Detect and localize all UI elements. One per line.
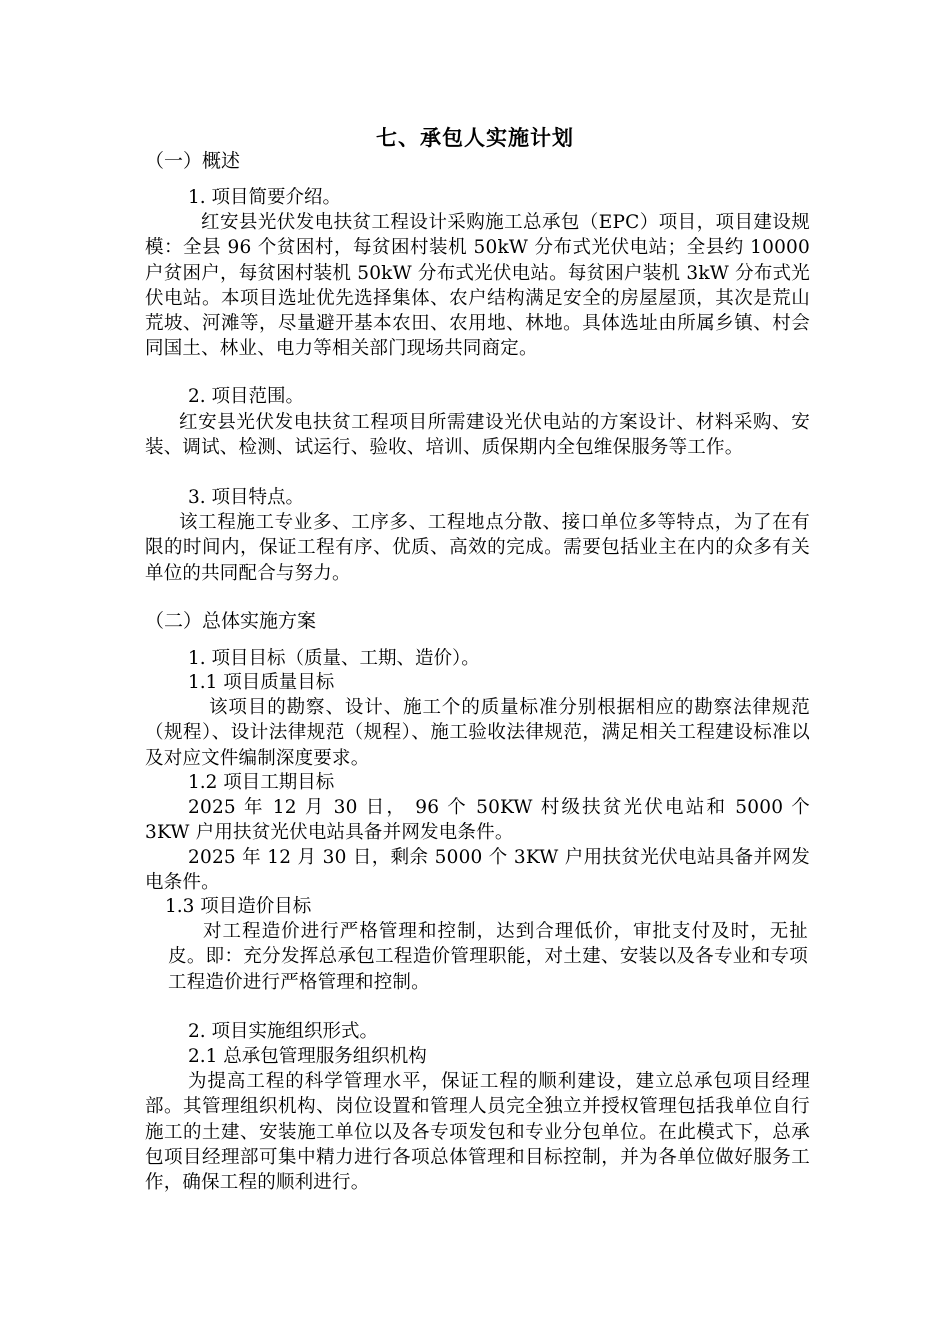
item-heading-project-goals: 1. 项目目标（质量、工期、造价）。 [188,648,480,669]
paragraph-schedule-goal-b: 2025 年 12 月 30 日，剩余 5000 个 3KW 户用扶贫光伏电站具备并网发电条件。 [145,847,810,894]
section-heading-overview: （一）概述 [145,150,241,172]
paragraph-cost-goal: 对工程造价进行严格管理和控制，达到合理低价，审批支付及时，无扯皮。即：充分发挥总承包工程造价管理职能，对土建、安装以及各专业和专项工程造价进行严格管理和控制。 [168,921,808,993]
paragraph-project-intro: 红安县光伏发电扶贫工程设计采购施工总承包（EPC）项目，项目建设规模：全县 96 个贫困村，每贫困村装机 50kW 分布式光伏电站；全县约 10000 户贫困户，每贫困村装机 50kW 分布式光伏电站。每贫困户装机 3kW 分布式光伏电站。本项目选址优先选择集体、农户结构满足安全的房屋屋顶，其次是荒山荒坡、河滩等，尽量避开基本农田、农用地、林地。具体选址由所属乡镇、村会同国土、林业、电力等相关部门现场共同商定。 [145,212,810,360]
subheading-management-organization: 2.1 总承包管理服务组织机构 [188,1046,427,1067]
section-heading-implementation-plan: （二）总体实施方案 [145,610,317,632]
item-heading-organization-form: 2. 项目实施组织形式。 [188,1021,379,1042]
paragraph-quality-goal: 该项目的勘察、设计、施工个的质量标准分别根据相应的勘察法律规范（规程）、设计法律规范（规程）、施工验收法律规范，满足相关工程建设标准以及对应文件编制深度要求。 [145,697,810,769]
subheading-cost-goal: 1.3 项目造价目标 [165,896,312,917]
subheading-schedule-goal: 1.2 项目工期目标 [188,772,335,793]
paragraph-schedule-goal-a: 2025 年 12 月 30 日， 96 个 50KW 村级扶贫光伏电站和 5000 个 3KW 户用扶贫光伏电站具备并网发电条件。 [145,797,810,844]
paragraph-project-features: 该工程施工专业多、工序多、工程地点分散、接口单位多等特点，为了在有限的时间内，保证工程有序、优质、高效的完成。需要包括业主在内的众多有关单位的共同配合与努力。 [145,512,810,584]
subheading-quality-goal: 1.1 项目质量目标 [188,672,335,693]
item-heading-project-intro: 1. 项目简要介绍。 [188,187,342,208]
item-heading-project-scope: 2. 项目范围。 [188,386,305,407]
paragraph-project-scope: 红安县光伏发电扶贫工程项目所需建设光伏电站的方案设计、材料采购、安装、调试、检测、试运行、验收、培训、质保期内全包维保服务等工作。 [145,412,810,459]
page-title: 七、承包人实施计划 [376,126,574,150]
paragraph-management-organization: 为提高工程的科学管理水平，保证工程的顺利建设，建立总承包项目经理部。其管理组织机构、岗位设置和管理人员完全独立并授权管理包括我单位自行施工的土建、安装施工单位以及各专项发包和专业分包单位。在此模式下，总承包项目经理部可集中精力进行各项总体管理和目标控制，并为各单位做好服务工作，确保工程的顺利进行。 [145,1071,810,1194]
item-heading-project-features: 3. 项目特点。 [188,487,305,508]
